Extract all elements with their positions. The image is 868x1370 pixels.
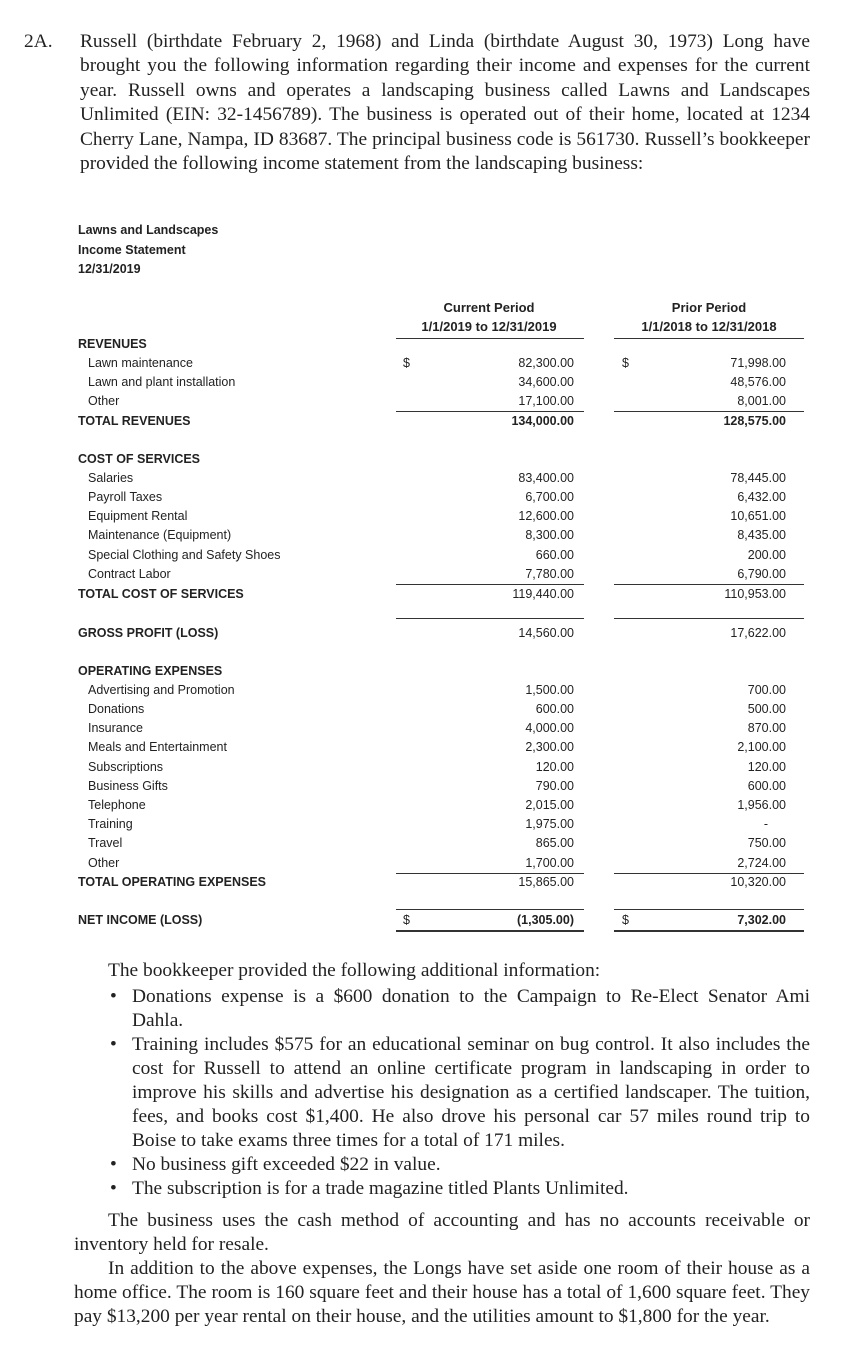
- cost-item-prior: 10,651.00: [730, 509, 786, 523]
- cost-item-label: Equipment Rental: [88, 509, 188, 523]
- opex-subtotal-rule: [614, 873, 804, 874]
- current-header-rule: [396, 338, 584, 339]
- revenue-item-prior: 48,576.00: [730, 375, 786, 389]
- prior-header-rule: [614, 338, 804, 339]
- revenue-item-current: 34,600.00: [518, 375, 574, 389]
- cost-item-current: 8,300.00: [525, 528, 574, 542]
- bullet-text: The subscription is for a trade magazine titled Plants Unlimited.: [132, 1178, 629, 1199]
- opex-item-current: 120.00: [535, 760, 574, 774]
- revenue-item-current: 17,100.00: [518, 394, 574, 408]
- additional-bullets: [70, 985, 810, 1201]
- gross-profit-prior: 17,622.00: [730, 626, 786, 640]
- problem-text: Russell (birthdate February 2, 1968) and Linda (birthdate August 30, 1973) Long have brought you the following information regarding their income and expenses for the current year. Russell owns and operates a landscaping business called Lawns and Landscapes Unlimited (EIN: 32-1456789). The business is operated out of their home, located at 1234 Cherry Lane, Nampa, ID 83687. The principal business code is 561730. Russell’s bookkeeper provided the following income statement from the landscaping business:: [80, 31, 810, 175]
- operating-expenses-header: OPERATING EXPENSES: [78, 664, 223, 678]
- opex-item-current: 1,975.00: [525, 817, 574, 831]
- opex-item-current: 790.00: [535, 779, 574, 793]
- revenue-subtotal-rule: [614, 411, 804, 412]
- cost-subtotal-rule: [396, 584, 584, 585]
- cost-item-prior: 78,445.00: [730, 471, 786, 485]
- cost-item-label: Special Clothing and Safety Shoes: [88, 548, 281, 562]
- opex-item-prior: 870.00: [747, 721, 786, 735]
- total-cost-prior: 110,953.00: [724, 587, 786, 601]
- revenue-prior-dollar: $: [622, 356, 629, 370]
- revenue-item-current: 82,300.00: [518, 356, 574, 370]
- net-income-double-rule: [614, 930, 804, 932]
- gross-profit-label: GROSS PROFIT (LOSS): [78, 626, 219, 640]
- opex-item-prior: 2,100.00: [737, 740, 786, 754]
- home-office-paragraph: In addition to the above expenses, the Longs have set aside one room of their house as a home office. The room is 160 square feet and their house has a total of 1,600 square feet. They pay $13,200 per year rental on their house, and the utilities amount to $1,800 for the year.: [74, 1258, 810, 1327]
- cost-item-label: Salaries: [88, 471, 134, 485]
- cost-item-prior: 6,432.00: [737, 490, 786, 504]
- bullet-text: Donations expense is a $600 donation to the Campaign to Re-Elect Senator Ami Dahla.: [132, 986, 810, 1031]
- statement-date: 12/31/2019: [78, 262, 141, 276]
- cost-item-current: 83,400.00: [518, 471, 574, 485]
- cost-of-services-header: COST OF SERVICES: [78, 452, 201, 466]
- total-opex-label: TOTAL OPERATING EXPENSES: [78, 875, 266, 889]
- net-income-prior: 7,302.00: [737, 913, 786, 927]
- net-income-current-dollar: $: [403, 913, 410, 927]
- opex-item-current: 1,700.00: [525, 856, 574, 870]
- opex-item-label: Telephone: [88, 798, 146, 812]
- net-income-double-rule: [396, 930, 584, 932]
- bullet-icon: •: [110, 1034, 117, 1055]
- cost-subtotal-rule: [614, 584, 804, 585]
- opex-item-prior: 2,724.00: [737, 856, 786, 870]
- bullet-item: [70, 1033, 810, 1153]
- cost-item-label: Contract Labor: [88, 567, 171, 581]
- revenue-item-label: Lawn maintenance: [88, 356, 193, 370]
- opex-item-label: Donations: [88, 702, 145, 716]
- opex-item-prior: 500.00: [747, 702, 786, 716]
- revenue-item-label: Lawn and plant installation: [88, 375, 236, 389]
- gross-profit-rule: [396, 618, 584, 619]
- opex-item-label: Advertising and Promotion: [88, 683, 235, 697]
- opex-item-label: Subscriptions: [88, 760, 164, 774]
- accounting-method-paragraph: The business uses the cash method of accounting and has no accounts receivable or inventory held for resale.: [74, 1210, 810, 1255]
- opex-subtotal-rule: [396, 873, 584, 874]
- prior-period-header: [614, 298, 804, 336]
- total-opex-current: 15,865.00: [518, 875, 574, 889]
- revenues-header: REVENUES: [78, 337, 147, 351]
- net-income-prior-dollar: $: [622, 913, 629, 927]
- revenue-item-label: Other: [88, 394, 120, 408]
- gross-profit-current: 14,560.00: [518, 626, 574, 640]
- opex-item-prior: 700.00: [747, 683, 786, 697]
- revenue-item-prior: 8,001.00: [737, 394, 786, 408]
- total-opex-prior: 10,320.00: [730, 875, 786, 889]
- opex-item-label: Meals and Entertainment: [88, 740, 227, 754]
- cost-item-prior: 8,435.00: [737, 528, 786, 542]
- cost-item-label: Payroll Taxes: [88, 490, 163, 504]
- gross-profit-rule: [614, 618, 804, 619]
- current-period-label: Current Period: [443, 300, 535, 315]
- cost-item-label: Maintenance (Equipment): [88, 528, 232, 542]
- prior-period-label: Prior Period: [671, 300, 747, 315]
- opex-item-label: Travel: [88, 836, 123, 850]
- total-revenues-label: TOTAL REVENUES: [78, 414, 191, 428]
- problem-number: 2A.: [24, 31, 53, 52]
- bullet-item: [70, 1153, 810, 1177]
- cost-item-prior: 6,790.00: [737, 567, 786, 581]
- bullet-text: No business gift exceeded $22 in value.: [132, 1154, 441, 1175]
- opex-item-prior: 750.00: [747, 836, 786, 850]
- cost-item-current: 660.00: [535, 548, 574, 562]
- current-period-range: 1/1/2019 to 12/31/2019: [421, 319, 557, 334]
- additional-lead: The bookkeeper provided the following additional information:: [108, 960, 601, 981]
- current-period-header: [396, 298, 582, 336]
- net-income-top-rule: [396, 909, 584, 910]
- opex-item-prior: -: [763, 817, 768, 831]
- revenue-item-prior: 71,998.00: [730, 356, 786, 370]
- opex-item-current: 600.00: [535, 702, 574, 716]
- bullet-icon: •: [110, 1154, 117, 1175]
- total-cost-label: TOTAL COST OF SERVICES: [78, 587, 244, 601]
- revenue-subtotal-rule: [396, 411, 584, 412]
- opex-item-prior: 120.00: [747, 760, 786, 774]
- bullet-icon: •: [110, 1178, 117, 1199]
- opex-item-label: Other: [88, 856, 120, 870]
- opex-item-current: 2,015.00: [525, 798, 574, 812]
- total-cost-current: 119,440.00: [512, 587, 574, 601]
- opex-item-label: Business Gifts: [88, 779, 168, 793]
- cost-item-current: 12,600.00: [518, 509, 574, 523]
- opex-item-prior: 600.00: [747, 779, 786, 793]
- prior-period-range: 1/1/2018 to 12/31/2018: [641, 319, 777, 334]
- statement-title: Income Statement: [78, 243, 186, 257]
- opex-item-prior: 1,956.00: [737, 798, 786, 812]
- opex-item-current: 1,500.00: [525, 683, 574, 697]
- net-income-label: NET INCOME (LOSS): [78, 913, 203, 927]
- total-revenues-current: 134,000.00: [511, 414, 574, 428]
- opex-item-label: Training: [88, 817, 133, 831]
- cost-item-prior: 200.00: [747, 548, 786, 562]
- problem-intro: [24, 30, 810, 176]
- total-revenues-prior: 128,575.00: [723, 414, 786, 428]
- bullet-item: [70, 985, 810, 1033]
- statement-company: Lawns and Landscapes: [78, 223, 219, 237]
- cost-item-current: 6,700.00: [525, 490, 574, 504]
- bullet-icon: •: [110, 986, 117, 1007]
- cost-item-current: 7,780.00: [525, 567, 574, 581]
- bullet-text: Training includes $575 for an educational seminar on bug control. It also includes the cost for Russell to attend an online certificate program in landscaping in order to improve his skills and advertise his designation as a certified landscaper. The tuition, fees, and books cost $1,400. He also drove his personal car 57 miles round trip to Boise to take exams three times for a total of 171 miles.: [132, 1034, 810, 1151]
- net-income-current: (1,305.00): [517, 913, 574, 927]
- net-income-top-rule: [614, 909, 804, 910]
- opex-item-current: 2,300.00: [525, 740, 574, 754]
- opex-item-current: 4,000.00: [525, 721, 574, 735]
- opex-item-label: Insurance: [88, 721, 143, 735]
- opex-item-current: 865.00: [535, 836, 574, 850]
- bullet-item: [70, 1177, 810, 1201]
- revenue-current-dollar: $: [403, 356, 410, 370]
